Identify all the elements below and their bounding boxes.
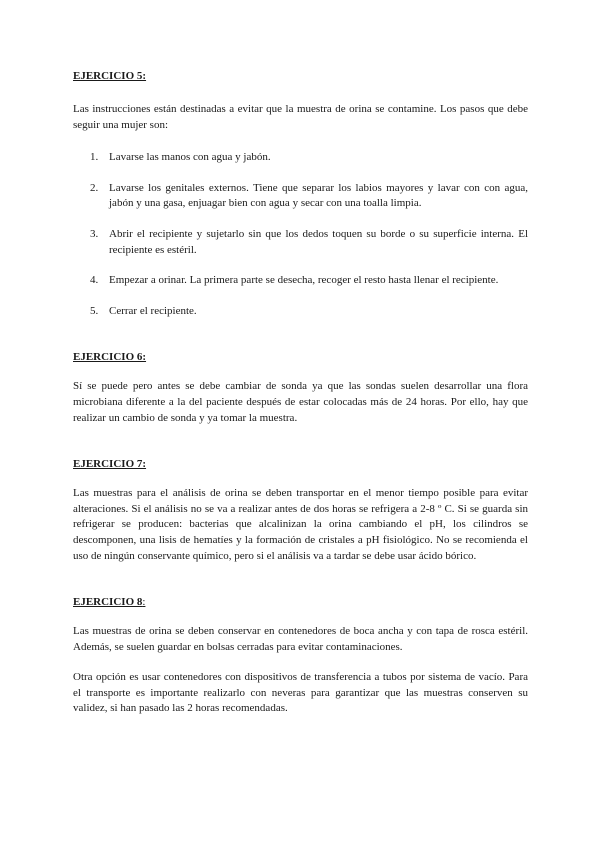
- list-item: [73, 150, 528, 166]
- heading-ejercicio-8-text: EJERCICIO 8: [73, 596, 143, 609]
- ejercicio-6-body: Sí se puede pero antes se debe cambiar de sonda ya que las sondas suelen desarrollar una flora microbiana diferente a la del paciente después de estar colocadas más de 24 horas. Por ello, hay que realizar un cambio de sonda y ya tomar la muestra.: [73, 380, 528, 424]
- ejercicio-5-intro: Las instrucciones están destinadas a evitar que la muestra de orina se contamine. Los pasos que debe seguir una mujer son:: [73, 103, 528, 131]
- step-text: Cerrar el recipiente.: [109, 304, 197, 317]
- step-number: 2.: [90, 181, 99, 194]
- list-item: [73, 181, 528, 212]
- step-number: 4.: [90, 274, 99, 287]
- section-ejercicio-7: [73, 456, 528, 564]
- document-page: [73, 68, 528, 717]
- step-number: 1.: [90, 151, 99, 164]
- step-number: 5.: [90, 304, 99, 317]
- section-ejercicio-6: [73, 349, 528, 426]
- heading-ejercicio-8-suffix: :: [142, 596, 146, 609]
- heading-ejercicio-7: EJERCICIO 7:: [73, 458, 147, 471]
- heading-ejercicio-8: [73, 594, 528, 610]
- step-text: Lavarse los genitales externos. Tiene que separar los labios mayores y lavar con con agua, jabón y una gasa, enjuagar bien con agua y secar con una toalla limpia.: [109, 181, 528, 210]
- step-text: Abrir el recipiente y sujetarlo sin que los dedos toquen su borde o su superficie interna. El recipiente es estéril.: [109, 227, 528, 256]
- ejercicio-8-body-1: Las muestras de orina se deben conservar en contenedores de boca ancha y con tapa de rosca estéril. Además, se suelen guardar en bolsas cerradas para evitar contaminaciones.: [73, 625, 528, 653]
- step-text: Lavarse las manos con agua y jabón.: [109, 151, 271, 164]
- step-number: 3.: [90, 227, 99, 240]
- heading-ejercicio-6: EJERCICIO 6:: [73, 351, 147, 364]
- section-ejercicio-5: [73, 68, 528, 319]
- list-item: [73, 304, 528, 320]
- steps-list: [73, 150, 528, 319]
- list-item: [73, 273, 528, 289]
- heading-ejercicio-5: EJERCICIO 5:: [73, 70, 147, 82]
- section-ejercicio-8: [73, 594, 528, 717]
- list-item: [73, 227, 528, 258]
- step-text: Empezar a orinar. La primera parte se desecha, recoger el resto hasta llenar el recipiente.: [109, 274, 499, 287]
- ejercicio-8-body-2: Otra opción es usar contenedores con dispositivos de transferencia a tubos por sistema de vacío. Para el transporte es importante realizarlo con neveras para garantizar que las muestras conserven su validez, si han pasado las 2 horas recomendadas.: [73, 671, 528, 715]
- ejercicio-7-body: Las muestras para el análisis de orina se deben transportar en el menor tiempo posible para evitar alteraciones. Si el análisis no se va a realizar antes de dos horas se refrigera a 2-8 º C. Si se guarda sin refrigerar se producen: bacterias que alcalinizan la orina cambiando el pH, los cilindros se descomponen, una lisis de hematíes y la formación de cristales a pH fisiológico. No se recomienda el uso de ningún conservante químico, pero si el análisis va a tardar se debe usar ácido bórico.: [73, 487, 528, 562]
